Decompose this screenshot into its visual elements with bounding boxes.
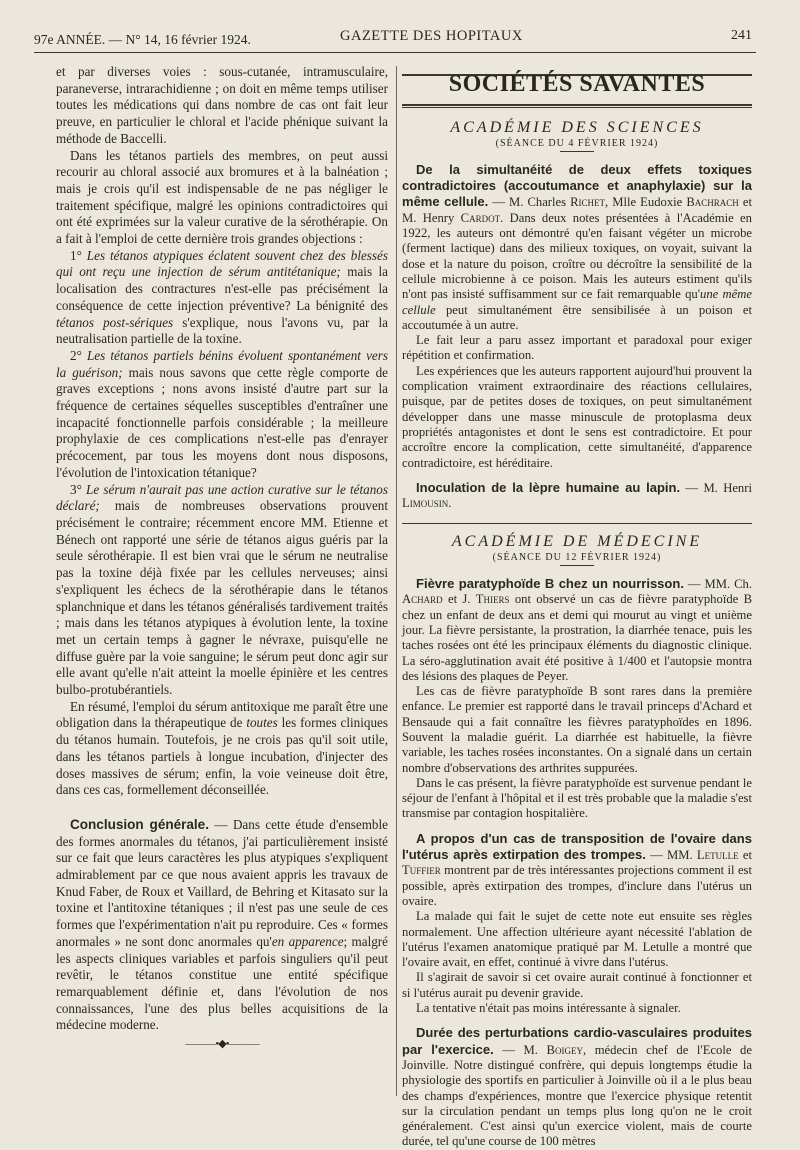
communication-title: Durée des perturbations cardio-vasculaires produites par l'exercice.	[402, 1025, 752, 1057]
left-column	[56, 64, 388, 1053]
communication-title: Inoculation de la lèpre humaine au lapin.	[416, 479, 681, 495]
right-column	[402, 62, 752, 1150]
journal-title: GAZETTE DES HOPITAUX	[340, 28, 523, 44]
communication: Fièvre paratyphoïde B chez un nourrisson. — MM. Ch. Achard et J. Thiers ont observé un cas de fièvre paratyphoïde B chez un enfant de deux ans et demi qui mourut au vingt et unième jour. La fièvre persistante, la prostration, la diarrhée tenace, puis les taches rosées ont été les principaux éléments du diagnostic clinique. La séro-agglutination avait été positive à 1/400 et l'autopsie montra des lésions des plaques de Peyer.	[402, 576, 752, 683]
section-title: SOCIÉTÉS SAVANTES	[448, 71, 706, 97]
summary-paragraph: En résumé, l'emploi du sérum antitoxique me paraît être une obligation dans la thérapeutique de toutes les formes cliniques du tétanos humain. Toutefois, je ne crois pas qu'il soit utile, dans les tétanos partiels à longue incubation, d'injecter des doses massives de sérum; enfin, la voie veineuse doit être, dans ces cas, formellement déconseillée.	[56, 698, 388, 798]
academy-separator	[402, 523, 752, 524]
paragraph: Dans les tétanos partiels des membres, on peut aussi recourir au chloral associé aux bromures et à la balnéation ; mais je crois qu'il est indispensable de ne pas négliger le traitement spécifique, malgré les opinions contradictoires qui ont été exprimées sur la valeur curative de la sérothérapie. On a fait à l'emploi de cette dernière trois grandes objections :	[56, 147, 388, 247]
communication-title: De la simultanéité de deux effets toxiques contradictoires (accoutumance et anaphylaxie) sur la même cellule.	[402, 161, 752, 210]
paragraph: La malade qui fait le sujet de cette note eut ensuite ses règles normalement. Une affection ultérieure ayant nécessité l'ablation de l'utérus l'examen anatomique pratiqué par M. Letulle a montré que l'ovaire avait, en effet, continué à vivre dans l'utérus.	[402, 909, 752, 970]
section-rule-thin	[402, 107, 752, 108]
ornament-divider: ———•◆•———	[185, 1038, 259, 1051]
paragraph: Le fait leur a paru assez important et paradoxal pour exiger répétition et confirmation.	[402, 333, 752, 363]
running-header	[34, 26, 752, 50]
session-date: (SÉANCE DU 12 FÉVRIER 1924)	[492, 551, 662, 563]
communication: Inoculation de la lèpre humaine au lapin. — M. Henri Limousin.	[402, 479, 752, 511]
short-rule	[560, 151, 594, 152]
short-rule	[560, 565, 594, 566]
communication: A propos d'un cas de transposition de l'ovaire dans l'utérus après extirpation des trompes. — MM. Letulle et Tuffier montrent par de très intéressantes projections comment il est possible, après extirpation des trompes, d'inclure dans l'utérus un ovaire.	[402, 830, 752, 908]
paragraph: Les cas de fièvre paratyphoïde B sont rares dans la première enfance. Le premier est rapporté dans le travail princeps d'Achard et Bensaude qui a fait connaître les fièvres paratyphoïdes en 1896. Souvent la maladie guérit. La diarrhée est habituelle, la fièvre variable, les taches rosées inconstantes. On a signalé dans un certain nombre d'observations des arthrites suppurées.	[402, 684, 752, 775]
paragraph: et par diverses voies : sous-cutanée, intramusculaire, paraneverse, intrarachidienne ; on doit en même temps utiliser toutes les médications qui dans nombre de cas ont fait leur preuve, en particulier le chloral et l'acide phénique suivant la méthode de Baccelli.	[56, 64, 388, 146]
paragraph: La tentative n'était pas moins intéressante à signaler.	[416, 1001, 681, 1016]
section-rule-bottom	[402, 104, 752, 106]
objection-2: 2° Les tétanos partiels bénins évoluent spontanément vers la guérison; mais nous savons que cette règle comporte de graves exceptions ; nons avons insisté d'autre part sur la fréquence de certaines séquelles susceptibles d'entraîner une incapacité fonctionnelle parfois considérable ; la meilleure prophylaxie de ces complications n'est-elle pas d'enrayer précocement, par tous les moyens dont nous disposons, l'évolution de l'intoxication tétanique?	[56, 347, 388, 480]
issue-info: 97e ANNÉE. — N° 14, 16 février 1924.	[34, 32, 251, 47]
conclusion-paragraph: Conclusion générale. — Dans cette étude d'ensemble des formes anormales du tétanos, j'ai particulièrement insisté sur ce fait que leurs caractères les plus atypiques s'expliquent admirablement par ce que nous avaient appris les travaux de Knud Faber, de Roux et Vaillard, de Behring et Kitasato sur la toxine et l'antitoxine tétaniques ; il n'est pas une seule de ces formes que l'expérimentation n'ait pu reproduire. Ces « formes anormales » ne sont donc anormales qu'en apparence; malgré les aspects cliniques variables et parfois singuliers qu'il peut revêtir, le tétanos constitue une entité spécifique remarquablement définie et, dans l'évolution de nos connaissances, l'une des plus belles acquisitions de la médecine moderne.	[56, 816, 388, 1033]
paragraph: Il s'agirait de savoir si cet ovaire aurait continué à fonctionner et si l'utérus aurait pu devenir gravide.	[402, 970, 752, 1000]
conclusion-heading: Conclusion générale.	[70, 816, 209, 832]
page-number: 241	[731, 28, 752, 43]
academy-sciences-heading: ACADÉMIE DES SCIENCES	[450, 119, 704, 137]
column-divider	[396, 66, 397, 1096]
session-date: (SÉANCE DU 4 FÉVRIER 1924)	[495, 137, 659, 149]
paragraph: Les expériences que les auteurs rapportent aujourd'hui prouvent la complication vraiment extraordinaire des réactions cellulaires, puisque, par de petites doses de toxiques, on peut simultanément développer dans une masse minuscule de protoplasma deux propriétés antagonistes et dont le sens est contradictoire. Et pour accroître encore la complication, cette simultanéité, d'apparence contradictoire, est héréditaire.	[402, 363, 752, 470]
communication-title: Fièvre paratyphoïde B chez un nourrisson.	[416, 576, 684, 592]
header-rule	[34, 52, 756, 53]
objection-1: 1° Les tétanos atypiques éclatent souvent chez des blessés qui ont reçu une injection de sérum antitétanique; mais la localisation des contractures n'est-elle pas précisément la conséquence de cette injection préventive? La bénignité des tétanos post-sériques s'explique, nous l'avons vu, par la neutralisation partielle de la toxine.	[56, 247, 388, 347]
paragraph: Dans le cas présent, la fièvre paratyphoïde est survenue pendant le séjour de l'enfant à l'hôpital et il est très probable que la maladie s'est transmise par contagion hospitalière.	[402, 775, 752, 821]
communication: Durée des perturbations cardio-vasculaires produites par l'exercice. — M. Boigey, médecin chef de l'Ecole de Joinville. Notre distingué confrère, qui depuis longtemps étudie la physiologie des sportifs en particulier à Joinville où il a le plus beau des champs d'expériences, montre que l'exercice physique retentit sur la circulation pendant un temps plus long qu'on ne le croit généralement. C'est ainsi qu'un exercice violent, mais de courte durée, tel qu'une course de 100 mètres	[402, 1025, 752, 1149]
communication-title: A propos d'un cas de transposition de l'ovaire dans l'utérus après extirpation des trompes.	[402, 830, 752, 863]
objection-3: 3° Le sérum n'aurait pas une action curative sur le tétanos déclaré; mais de nombreuses observations prouvent précisément le contraire; récemment encore MM. Etienne et Bénech ont rapporté une série de tétanos aigus guéris par la seule sérothérapie. Il est bien vrai que le sérum ne neutralise pas la toxine déjà fixée par les cellules nerveuses; ainsi s'expliquent les échecs de la sérothérapie dans le tétanos splanchnique et dans les tétanos généralisés tardivement traités ; mais dans les tétanos atypiques à évolution lente, la toxine met un certain temps à gagner le névraxe, puisqu'elle ne diffuse guère par la voie sanguine; le sérum peut donc agir sur elle avant qu'elle n'ait atteint la moelle épinière et les centres bulbo-protubérantiels.	[56, 481, 389, 698]
academy-medecine-heading: ACADÉMIE DE MÉDECINE	[451, 533, 703, 551]
communication: De la simultanéité de deux effets toxiques contradictoires (accoutumance et anaphylaxie) sur la même cellule. — M. Charles Richet, Mlle Eudoxie Bachrach et M. Henry Cardot. Dans deux notes présentées à l'Académie en 1922, les auteurs ont démontré qu'en faisant végéter un microbe (ferment lactique) dans des milieux toxiques, on voyait, suivant la dose et la nature du poison, croître ou décroître la sensibilité de la cellule microbienne à ce poison. Mais les auteurs estiment qu'ils n'ont pas insisté suffisamment sur ce fait remarquable qu'une même cellule peut simultanément être sensibilisée à un poison et accoutumée à un autre.	[402, 161, 753, 332]
